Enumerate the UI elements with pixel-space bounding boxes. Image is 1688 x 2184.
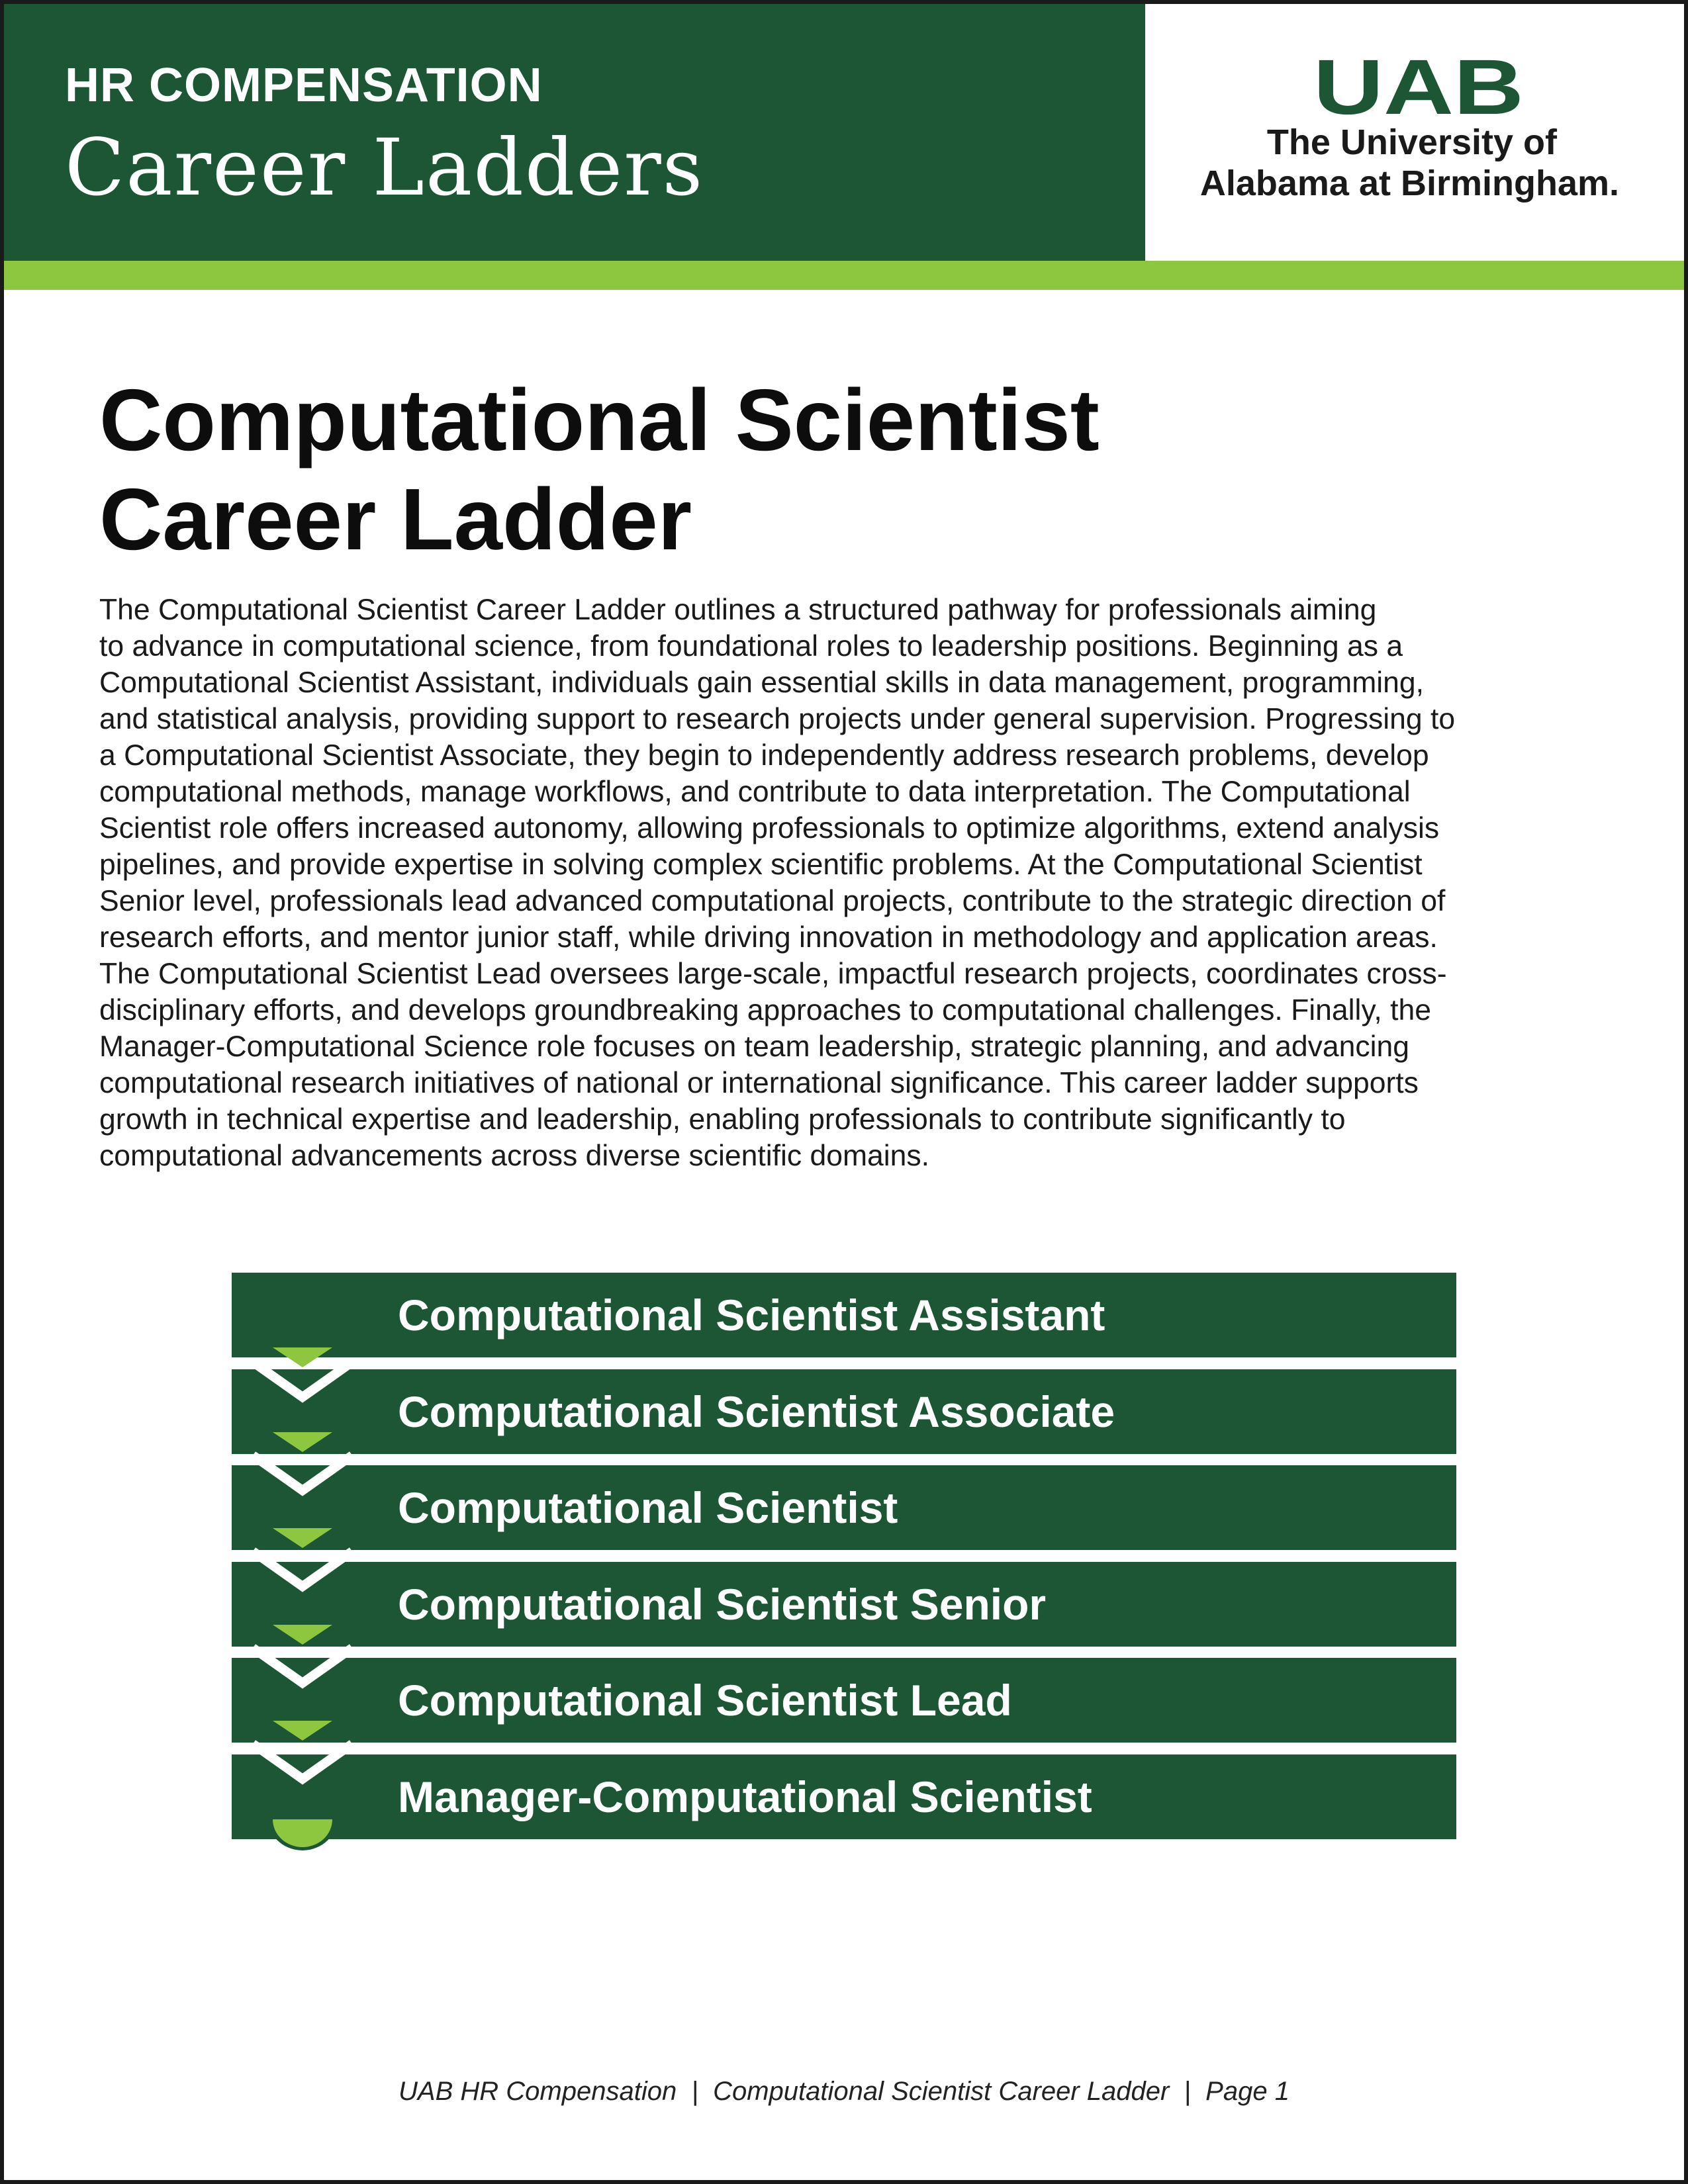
document-title [99,371,1556,569]
intro-line: growth in technical expertise and leadership, enabling professionals to contribute significantly to [99,1103,1346,1136]
ladder-step-label: Computational Scientist Lead [398,1676,1012,1725]
intro-line: The Computational Scientist Lead oversees large-scale, impactful research projects, coordinates cross- [99,958,1447,990]
chevron-down-icon [253,1714,352,1780]
document-title-line-2: Career Ladder [99,471,692,568]
intro-line: research efforts, and mentor junior staff, while driving innovation in methodology and application areas. [99,921,1438,954]
page-footer: UAB HR Compensation | Computational Scientist Career Ladder | Page 1 [399,2077,1289,2106]
ladder-step-label: Computational Scientist Assistant [398,1291,1105,1340]
ladder-step-label: Manager-Computational Scientist [398,1772,1092,1821]
accent-bar [4,261,1684,290]
intro-line: disciplinary efforts, and develops groundbreaking approaches to computational challenges. Finally, the [99,994,1431,1026]
header-title: Career Ladders [65,122,704,213]
ladder-step-senior [232,1562,1456,1647]
chevron-down-icon [253,1522,352,1588]
ladder-step-assistant [232,1273,1456,1357]
chevron-down-icon [253,1426,352,1492]
intro-line: Senior level, professionals lead advanced computational projects, contribute to the strategic direction of [99,885,1446,917]
intro-line: Manager-Computational Science role focuses on team leadership, strategic planning, and advancing [99,1030,1409,1063]
ladder-step-lead [232,1658,1456,1743]
intro-line: pipelines, and provide expertise in solving complex scientific problems. At the Computational Scientist [99,848,1423,881]
intro-line: Computational Scientist Assistant, individuals gain essential skills in data management, programming, [99,666,1425,699]
intro-line: Scientist role offers increased autonomy, allowing professionals to optimize algorithms, extend analysis [99,812,1440,844]
intro-line: and statistical analysis, providing support to research projects under general supervision. Progressing to [99,703,1456,735]
uab-logo-icon [1312,57,1525,118]
ladder-step-label: Computational Scientist Senior [398,1580,1047,1629]
header-banner [4,4,1145,261]
intro-line: computational research initiatives of national or international significance. This career ladder supports [99,1067,1419,1099]
intro-line: computational advancements across diverse scientific domains. [99,1140,930,1172]
header-kicker: HR COMPENSATION [65,59,543,112]
intro-paragraph [99,592,1549,1174]
ladder-step-manager [232,1754,1456,1839]
chevron-down-icon [253,1618,352,1684]
ladder-end-cap-icon [253,1807,352,1867]
chevron-down-icon [253,1329,352,1395]
intro-line: computational methods, manage workflows, and contribute to data interpretation. The Computational [99,776,1411,808]
ladder-step-label: Computational Scientist [398,1483,898,1532]
intro-line: a Computational Scientist Associate, they begin to independently address research problems, develop [99,739,1429,772]
logo-mark-text: UAB [1313,57,1524,118]
ladder-step-associate [232,1369,1456,1454]
intro-line: to advance in computational science, from foundational roles to leadership positions. Beginning as a [99,630,1403,662]
intro-line: The Computational Scientist Career Ladder outlines a structured pathway for professionals aiming [99,594,1377,626]
document-title-line-1: Computational Scientist [99,371,1100,469]
logo-line-2: Alabama at Birmingham. [1199,163,1619,203]
logo-line-1: The University of [1266,122,1557,162]
ladder-step-label: Computational Scientist Associate [398,1387,1115,1436]
ladder-step-scientist [232,1465,1456,1550]
